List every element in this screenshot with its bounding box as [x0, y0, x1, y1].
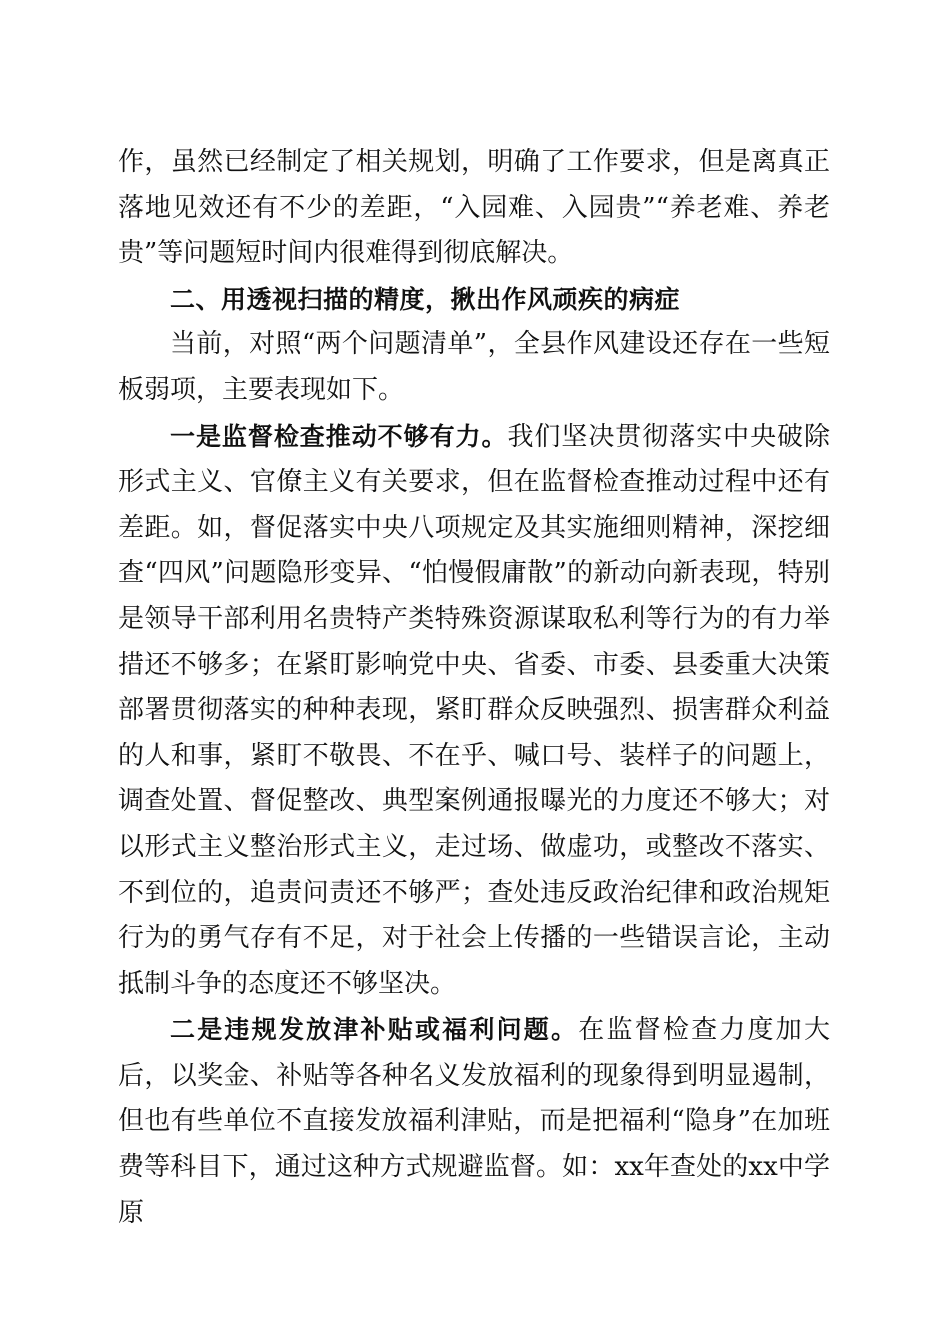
- paragraph-text: 当前，对照“两个问题清单”，全县作风建设还存在一些短板弱项，主要表现如下。: [118, 329, 830, 405]
- item-1-body: 我们坚决贯彻落实中央破除形式主义、官僚主义有关要求，但在监督检查推动过程中还有差距。如，督促落实中央八项规定及其实施细则精神，深挖细查“四风”问题隐形变异、“怕慢假庸散”的新动向新表现，特别是领导干部利用名贵特产类特殊资源谋取私利等行为的有力举措还不够多；在紧盯影响党中央、省委、市委、县委重大决策部署贯彻落实的种种表现，紧盯群众反映强烈、损害群众利益的人和事，紧盯不敬畏、不在乎、喊口号、装样子的问题上，调查处置、督促整改、典型案例通报曝光的力度还不够大；对以形式主义整治形式主义，走过场、做虚功，或整改不落实、不到位的，追责问责还不够严；查处违反政治纪律和政治规矩行为的勇气存有不足，对于社会上传播的一些错误言论，主动抵制斗争的态度还不够坚决。: [118, 421, 830, 999]
- section-heading: [118, 277, 830, 323]
- item-1-lead: 一是监督检查推动不够有力。: [170, 421, 508, 451]
- document-body: [118, 140, 830, 1236]
- item-1-paragraph: [118, 414, 830, 1008]
- section-heading-text: 二、用透视扫描的精度，揪出作风顽疾的病症: [170, 284, 681, 314]
- item-2-lead: 二是违规发放津补贴或福利问题。: [170, 1015, 579, 1045]
- item-2-paragraph: [118, 1007, 830, 1236]
- intro-paragraph: [118, 322, 830, 413]
- paragraph-text: 作，虽然已经制定了相关规划，明确了工作要求，但是离真正落地见效还有不少的差距，“入园难、入园贵”“养老难、养老贵”等问题短时间内很难得到彻底解决。: [118, 147, 830, 269]
- paragraph-continuation: [118, 140, 830, 277]
- item-2-body: 在监督检查力度加大后，以奖金、补贴等各种名义发放福利的现象得到明显遏制，但也有些单位不直接发放福利津贴，而是把福利“隐身”在加班费等科目下，通过这种方式规避监督。如：xx年查处的xx中学原: [118, 1015, 830, 1228]
